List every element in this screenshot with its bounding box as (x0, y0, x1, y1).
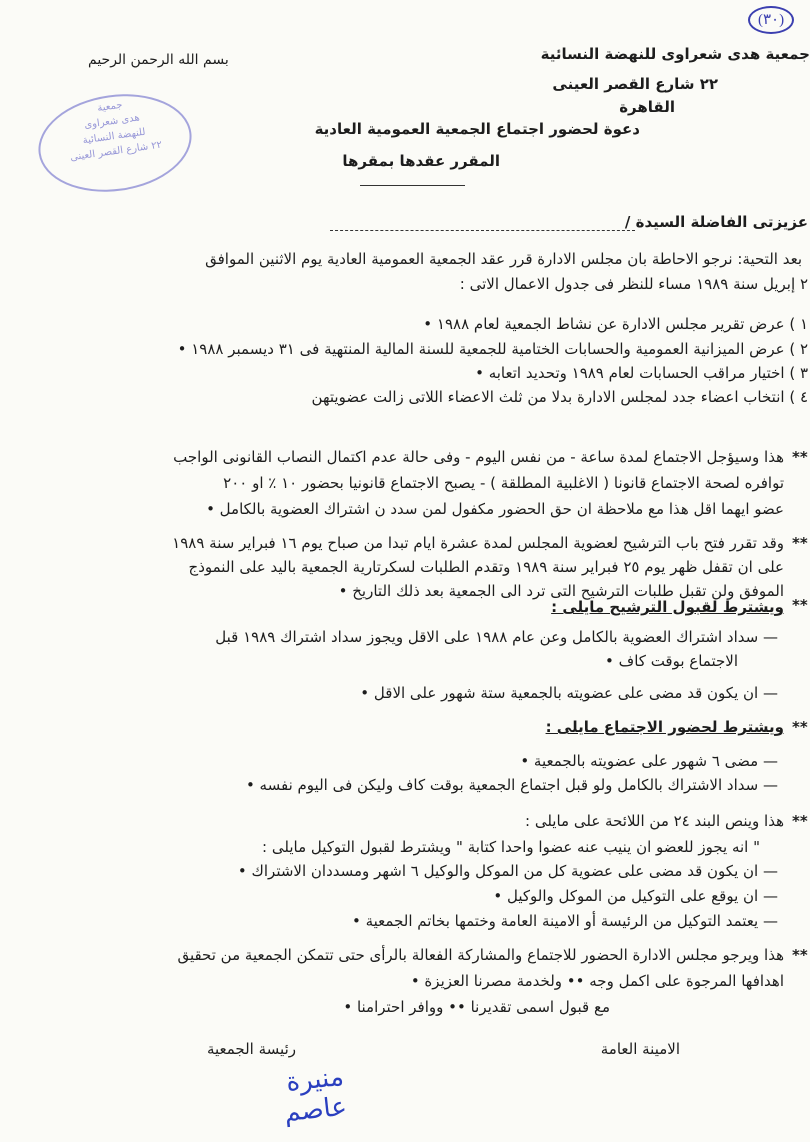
invitation-subtitle: المقرر عقدها بمقرها (342, 152, 500, 170)
proxy-condition: — ان يوقع على التوكيل من الموكل والوكيل • (493, 887, 778, 905)
attendance-condition: — سداد الاشتراك بالكامل ولو قبل اجتماع الجمعية بوقت كاف وليكن فى اليوم نفسه • (245, 776, 778, 794)
salutation: عزيزتى الفاضلة السيدة / (624, 213, 808, 231)
intro-line-2: ٢ إبريل سنة ١٩٨٩ مساء للنظر فى جدول الاعمال الاتى : (459, 275, 808, 293)
secretary-general-label: الامينة العامة (600, 1040, 680, 1058)
president-signature: منيرة عاصم (282, 1061, 349, 1129)
org-name: جمعية هدى شعراوى للنهضة النسائية (540, 45, 810, 63)
proxy-condition: — يعتمد التوكيل من الرئيسة أو الامينة العامة وختمها بخاتم الجمعية • (352, 912, 778, 930)
org-street: ٢٢ شارع القصر العينى (552, 75, 718, 93)
agenda-item: ١ ) عرض تقرير مجلس الادارة عن نشاط الجمعية لعام ١٩٨٨ • (423, 315, 808, 333)
attendance-condition: — مضى ٦ شهور على عضويته بالجمعية • (520, 752, 778, 770)
closing-line-1: هذا ويرجو مجلس الادارة الحضور للاجتماع والمشاركة الفعالة بالرأى حتى تتمكن الجمعية من تحقيق (177, 946, 784, 964)
quorum-line-3: عضو ايهما اقل هذا مع ملاحظة ان حق الحضور مكفول لمن سدد ن اشتراك العضوية بالكامل • (206, 500, 784, 518)
agenda-item: ٣ ) اختيار مراقب الحسابات لعام ١٩٨٩ وتحديد اتعابه • (475, 364, 808, 382)
nomination-line-3: الموفق ولن تقبل طلبات الترشيح التى ترد الى الجمعية بعد ذلك التاريخ • (338, 582, 784, 600)
nomination-condition: — سداد اشتراك العضوية بالكامل وعن عام ١٩٨٨ على الاقل ويجوز سداد اشتراك ١٩٨٩ قبل (215, 628, 778, 646)
nomination-conditions-heading: ويشترط لقبول الترشيح مايلى : (551, 598, 784, 616)
asterisk-bullet: ** (792, 596, 808, 614)
asterisk-bullet: ** (792, 812, 808, 830)
basmala: بسم الله الرحمن الرحيم (88, 52, 229, 68)
agenda-item: ٤ ) انتخاب اعضاء جدد لمجلس الادارة بدلا من ثلث الاعضاء اللاتى زالت عضويتهن (311, 388, 808, 406)
org-city: القاهرة (619, 98, 675, 116)
nomination-line-2: على ان تقفل ظهر يوم ٢٥ فبراير سنة ١٩٨٩ وتقدم الطلبات لسكرتارية الجمعية باليد على النموذج (188, 558, 784, 576)
article-line-2: " انه يجوز للعضو ان ينيب عنه عضوا واحدا كتابة " ويشترط لقبول التوكيل مايلى : (262, 838, 760, 856)
president-label: رئيسة الجمعية (206, 1040, 296, 1058)
nomination-condition: — ان يكون قد مضى على عضويته بالجمعية ستة شهور على الاقل • (360, 684, 778, 702)
closing-line-3: مع قبول اسمى تقديرنا •• ووافر احترامنا • (343, 998, 610, 1016)
page-number: (٣٠) (748, 6, 794, 34)
intro-line-1: بعد التحية: نرجو الاحاطة بان مجلس الادارة قرر عقد الجمعية العمومية العادية يوم الاثنين الموافق (205, 250, 802, 268)
quorum-line-2: توافره لصحة الاجتماع قانونا ( الاغلبية المطلقة ) - يصبح الاجتماع قانونيا بحضور ١٠ ٪ او ٢٠٠ (223, 474, 784, 492)
closing-line-2: اهدافها المرجوة على اكمل وجه •• ولخدمة مصرنا العزيزة • (410, 972, 784, 990)
attendance-conditions-heading: ويشترط لحضور الاجتماع مايلى : (545, 718, 784, 736)
title-underline (360, 185, 465, 186)
name-blank-line (330, 230, 635, 231)
agenda-item: ٢ ) عرض الميزانية العمومية والحسابات الختامية للجمعية للسنة المالية المنتهية فى ٣١ ديسمبر ١٩٨٨ • (177, 340, 808, 358)
asterisk-bullet: ** (792, 946, 808, 964)
article-line-1: هذا وينص البند ٢٤ من اللائحة على مايلى : (525, 812, 784, 830)
nomination-condition-cont: الاجتماع بوقت كاف • (605, 652, 738, 670)
invitation-title: دعوة لحضور اجتماع الجمعية العمومية العادية (314, 120, 640, 138)
organization-stamp: جمعية هدى شعراوى للنهضة النسائية ٢٢ شارع القصر العينى (32, 85, 198, 201)
asterisk-bullet: ** (792, 448, 808, 466)
quorum-line-1: هذا وسيؤجل الاجتماع لمدة ساعة - من نفس اليوم - وفى حالة عدم اكتمال النصاب القانونى الواجب (173, 448, 784, 466)
asterisk-bullet: ** (792, 718, 808, 736)
proxy-condition: — ان يكون قد مضى على عضوية كل من الموكل والوكيل ٦ اشهر ومسددان الاشتراك • (237, 862, 778, 880)
asterisk-bullet: ** (792, 534, 808, 552)
nomination-line-1: وقد تقرر فتح باب الترشيح لعضوية المجلس لمدة عشرة ايام تبدا من صباح يوم ١٦ فبراير سنة ١٩٨٩ (172, 534, 784, 552)
